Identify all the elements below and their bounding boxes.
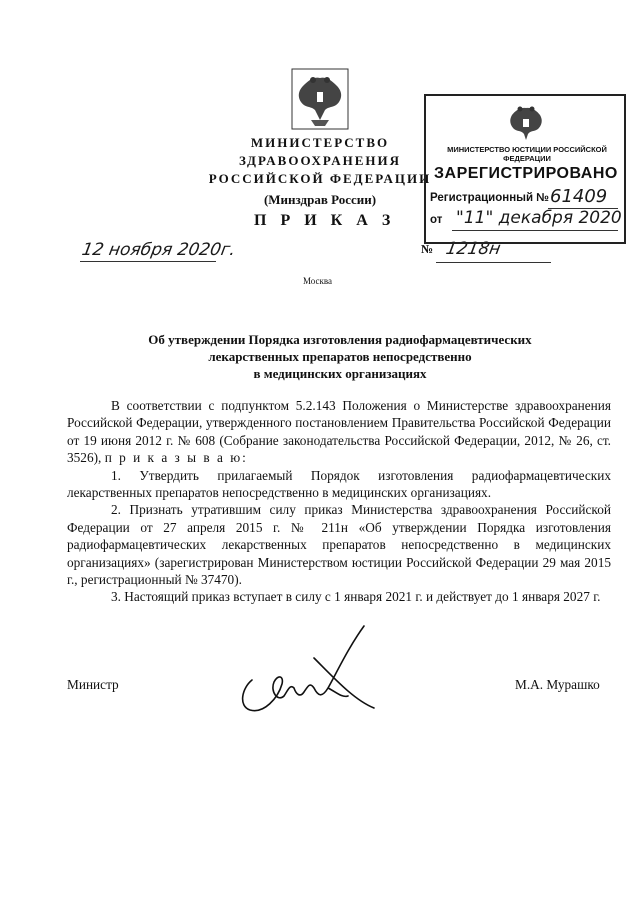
stamp-reg-number: 61409 <box>550 186 608 207</box>
date-handwritten: 12 ноября 2020г. <box>80 240 238 260</box>
paragraph-1: 1. Утвердить прилагаемый Порядок изготовления радиофармацевтических лекарственных препаратов непосредственно в медицинских организациях. <box>67 467 611 501</box>
stamp-status: ЗАРЕГИСТРИРОВАНО <box>434 165 618 182</box>
paragraph-preamble <box>67 397 611 467</box>
ministry-line2: РОССИЙСКОЙ ФЕДЕРАЦИИ <box>208 171 432 186</box>
doc-type: П Р И К А З <box>254 212 396 229</box>
ministry-line1: МИНИСТЕРСТВО ЗДРАВООХРАНЕНИЯ <box>238 135 401 168</box>
city: Москва <box>303 276 332 286</box>
stamp-from-date: "11" декабря 2020 <box>456 208 622 228</box>
stamp-from-underline <box>452 230 618 231</box>
coat-of-arms-emblem <box>291 68 349 130</box>
number-handwritten: 1218н <box>444 239 503 259</box>
date-underline <box>80 261 216 262</box>
stamp-org: МИНИСТЕРСТВО ЮСТИЦИИ РОССИЙСКОЙ ФЕДЕРАЦИИ <box>447 145 607 163</box>
handwritten-signature <box>224 618 384 718</box>
signatory-position: Министр <box>67 677 119 692</box>
document-title <box>100 331 580 382</box>
signatory-name: М.А. Мурашко <box>515 677 600 692</box>
registration-stamp <box>424 94 626 244</box>
title-line3: в медицинских организациях <box>253 366 427 381</box>
stamp-from-label: от <box>430 214 443 226</box>
paragraph-2: 2. Признать утратившим силу приказ Министерства здравоохранения Российской Федерации от 27 апреля 2015 г. № 211н «Об утверждении Порядка изготовления радиофармацевтических лекарственных препаратов непосредственно в медицинских организациях» (зарегистрирован Министерством юстиции Российской Федерации 29 мая 2015 г., регистрационный № 37470). <box>67 502 611 588</box>
preamble-text: В соответствии с подпунктом 5.2.143 Положения о Министерстве здравоохранения Российской Федерации, утвержденного постановлением Правительства Российской Федерации от 19 июня 2012 г. № 608 (Собрание законодательства Российской Федерации, 2012, № 26, ст. 3526), <box>67 398 611 466</box>
number-underline <box>436 262 551 263</box>
title-line1: Об утверждении Порядка изготовления радиофармацевтических <box>148 332 532 347</box>
stamp-reg-label: Регистрационный № <box>430 192 550 204</box>
ministry-short: (Минздрав России) <box>263 192 377 207</box>
number-label: № <box>421 242 434 256</box>
document-body <box>67 397 611 606</box>
paragraph-3: 3. Настоящий приказ вступает в силу с 1 января 2021 г. и действует до 1 января 2027 г. <box>111 589 601 605</box>
order-word: п р и к а з ы в а ю: <box>104 450 248 466</box>
stamp-emblem-icon <box>506 102 546 144</box>
title-line2: лекарственных препаратов непосредственно <box>208 349 472 364</box>
